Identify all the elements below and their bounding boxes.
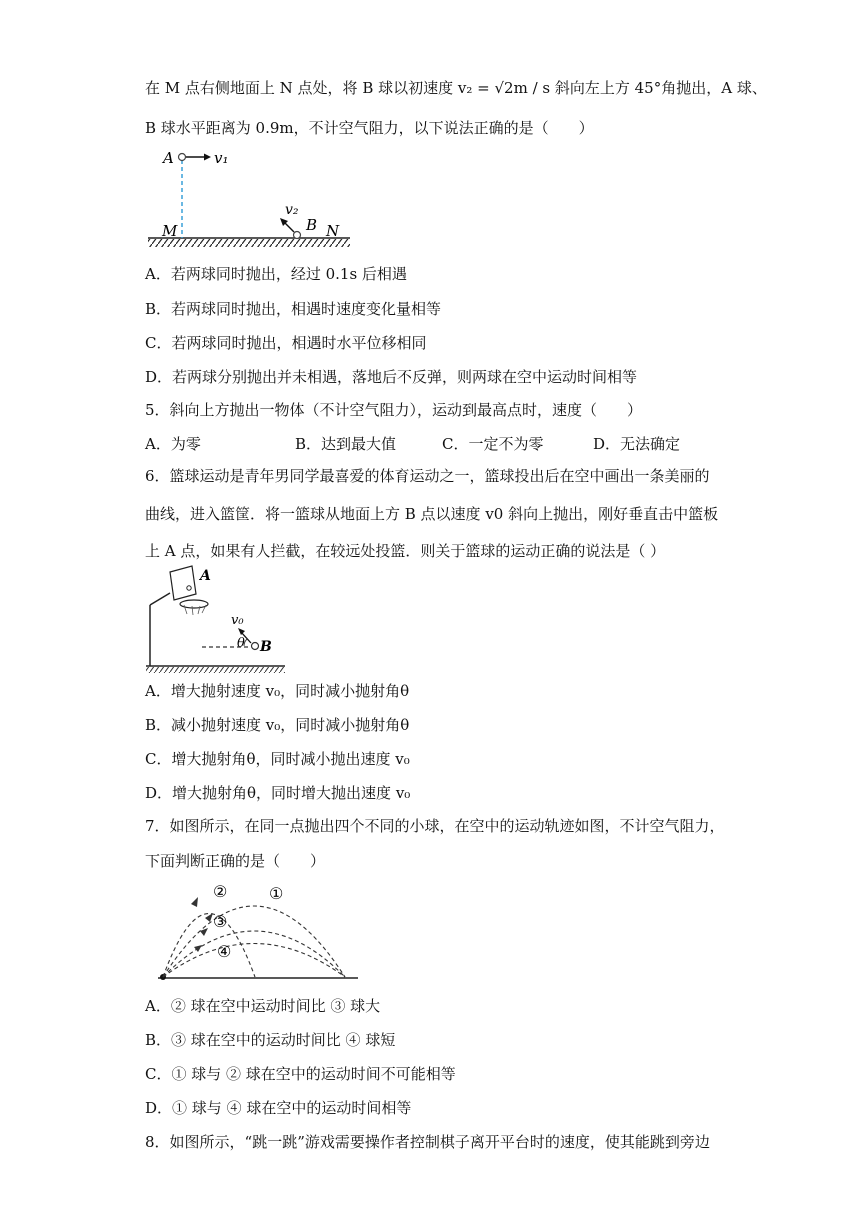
q7-option-d: D．① 球与 ④ 球在空中的运动时间相等	[145, 1099, 412, 1117]
q6-basketball-figure	[140, 560, 290, 675]
q7-option-a: A．② 球在空中运动时间比 ③ 球大	[145, 997, 381, 1015]
q6-stem-line2: 曲线，进入篮筐．将一篮球从地面上方 B 点以速度 v0 斜向上抛出，刚好垂直击中篮板	[145, 505, 719, 523]
label-3: ③	[213, 912, 228, 931]
q5-option-a: A．为零	[145, 435, 201, 453]
label-1: ①	[269, 884, 284, 903]
q4-option-a: A．若两球同时抛出，经过 0.1s 后相遇	[145, 265, 407, 283]
q6-option-b: B．减小抛射速度 v₀，同时减小抛射角θ	[145, 716, 410, 734]
label-2: ②	[213, 882, 228, 901]
q7-trajectory-figure	[150, 875, 365, 985]
q5-option-c: C．一定不为零	[442, 435, 544, 453]
q4-figure	[140, 140, 360, 255]
ground-hatching	[148, 239, 350, 247]
trajectory-4	[163, 944, 345, 978]
q6-stem-line3: 上 A 点，如果有人拦截，在较远处投篮．则关于篮球的运动正确的说法是（ ）	[145, 542, 666, 560]
q7-option-c: C．① 球与 ② 球在空中的运动时间不可能相等	[145, 1065, 456, 1083]
q4-stem-line2: B 球水平距离为 0.9m，不计空气阻力，以下说法正确的是（ ）	[145, 119, 594, 137]
label-v0: v₀	[231, 613, 244, 628]
label-theta: θ	[237, 636, 245, 651]
q6-option-a: A．增大抛射速度 v₀，同时减小抛射角θ	[145, 682, 410, 700]
net	[184, 605, 206, 615]
backboard	[170, 566, 196, 600]
q7-stem-line2: 下面判断正确的是（ ）	[145, 852, 326, 870]
label-a: A	[200, 568, 211, 584]
q4-option-c: C．若两球同时抛出，相遇时水平位移相同	[145, 334, 427, 352]
ball-b	[294, 232, 301, 239]
label-b: B	[260, 639, 272, 655]
label-b: B	[306, 216, 318, 234]
label-v1: v₁	[214, 149, 229, 167]
label-n: N	[326, 222, 340, 240]
q4-option-d: D．若两球分别抛出并未相遇，落地后不反弹，则两球在空中运动时间相等	[145, 368, 638, 386]
label-v2: v₂	[285, 202, 299, 218]
q7-stem-line1: 7．如图所示，在同一点抛出四个不同的小球，在空中的运动轨迹如图，不计空气阻力，	[145, 817, 725, 835]
ground-hatching	[146, 667, 285, 673]
q5-stem: 5．斜向上方抛出一物体（不计空气阻力），运动到最高点时，速度（ ）	[145, 401, 643, 419]
q6-stem-line1: 6．篮球运动是青年男同学最喜爱的体育运动之一，篮球投出后在空中画出一条美丽的	[145, 467, 710, 485]
ball-b	[252, 643, 259, 650]
q6-option-c: C．增大抛射角θ，同时减小抛出速度 v₀	[145, 750, 410, 768]
q7-option-b: B．③ 球在空中的运动时间比 ④ 球短	[145, 1031, 396, 1049]
ball-a	[179, 154, 186, 161]
q6-option-d: D．增大抛射角θ，同时增大抛出速度 v₀	[145, 784, 411, 802]
label-a: A	[163, 149, 174, 167]
q5-option-d: D．无法确定	[593, 435, 681, 453]
label-m: M	[162, 222, 178, 240]
trajectory-3	[163, 931, 345, 977]
q4-stem-line1: 在 M 点右侧地面上 N 点处，将 B 球以初速度 v₂ = √2m / s 斜向左上方 45°角抛出，A 球、	[145, 79, 767, 97]
q8-stem-line1: 8．如图所示，“跳一跳”游戏需要操作者控制棋子离开平台时的速度，使其能跳到旁边	[145, 1133, 710, 1151]
label-4: ④	[217, 942, 232, 961]
q4-option-b: B．若两球同时抛出，相遇时速度变化量相等	[145, 300, 442, 318]
q5-option-b: B．达到最大值	[295, 435, 397, 453]
trajectory-1	[163, 906, 345, 977]
